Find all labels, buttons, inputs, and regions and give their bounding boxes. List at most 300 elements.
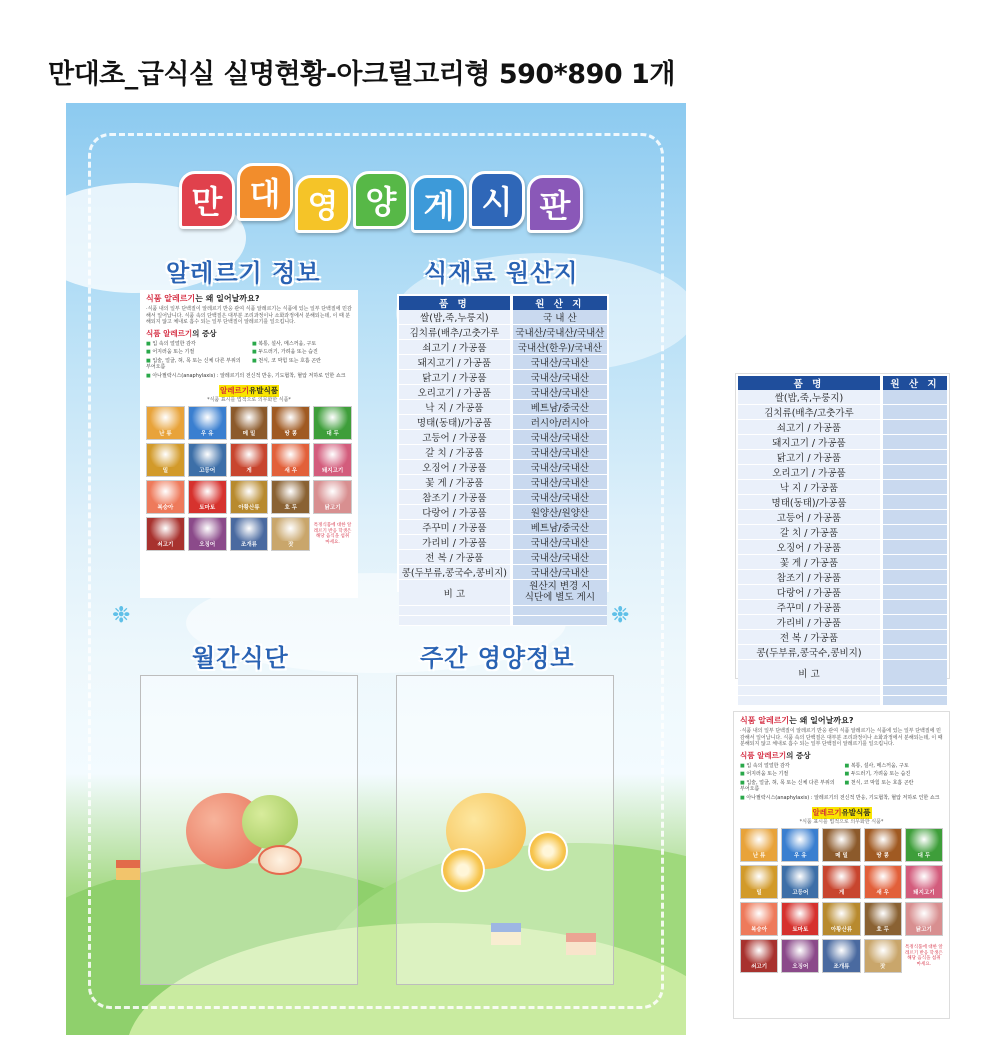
origin-row: [399, 355, 607, 370]
allergy-notice: 특정식품에 대한 알레르기 반응 학생은 해당 음식을 섭취 마세요.: [905, 944, 943, 968]
origin-item-name: 전 복 / 가공품: [738, 630, 881, 645]
origin-item-name: 고등어 / 가공품: [399, 430, 511, 445]
allergen-food: [271, 443, 310, 477]
allergen-food: [740, 902, 778, 936]
food-photo: [865, 940, 901, 963]
origin-item-country: [881, 435, 947, 450]
allergen-food: [313, 480, 352, 514]
origin-row: [738, 480, 947, 495]
origin-item-country: 국내산/국내산: [511, 460, 607, 475]
allergen-food: [864, 939, 902, 973]
food-photo: [741, 903, 777, 926]
origin-item-country: [881, 480, 947, 495]
nutrition-board: [66, 103, 686, 1035]
symptoms-title: 식품 알레르기의 증상: [146, 328, 217, 338]
food-photo: [147, 518, 184, 541]
allergen-food: [740, 865, 778, 899]
snowflake-icon: ❉: [611, 603, 630, 628]
allergen-food: [864, 902, 902, 936]
origin-row: [399, 400, 607, 415]
origin-note-value: [511, 580, 607, 606]
food-label: 난 류: [741, 852, 777, 861]
origin-row: [399, 505, 607, 520]
origin-table-sample: [735, 373, 950, 679]
origin-row: [738, 525, 947, 540]
symptom-item: ■ 입술, 얼굴, 혀, 목 또는 신체 다른 부위의 부어오름: [146, 358, 246, 371]
food-label: 쇠고기: [741, 963, 777, 972]
symptom-item: ■ 입 속의 얼얼한 감각: [146, 341, 246, 348]
allergen-food: [271, 406, 310, 440]
symptom-item: ■ 입 속의 얼얼한 감각: [740, 763, 839, 770]
symptoms-list: [740, 763, 943, 802]
origin-item-country: [881, 600, 947, 615]
food-label: 복숭아: [741, 926, 777, 935]
origin-row: [399, 385, 607, 400]
title-char: 게: [411, 175, 467, 233]
origin-note-row: [399, 580, 607, 606]
food-photo: [865, 866, 901, 889]
origin-item-country: [881, 510, 947, 525]
allergen-food: [822, 828, 860, 862]
food-photo: [231, 444, 268, 467]
food-photo: [147, 407, 184, 430]
origin-item-name: 갈 치 / 가공품: [399, 445, 511, 460]
food-photo: [782, 866, 818, 889]
origin-item-name: 다랑어 / 가공품: [738, 585, 881, 600]
allergen-food: [313, 406, 352, 440]
origin-row: [399, 325, 607, 340]
origin-item-name: 김치류(배추/고춧가루: [738, 405, 881, 420]
origin-item-country: [881, 405, 947, 420]
origin-item-country: 베트남/중국산: [511, 400, 607, 415]
origin-item-name: 참조기 / 가공품: [738, 570, 881, 585]
symptom-item: ■ 복통, 설사, 메스꺼움, 구토: [845, 763, 944, 770]
origin-row: [399, 415, 607, 430]
origin-item-country: 국내산/국내산: [511, 565, 607, 580]
origin-row: [738, 555, 947, 570]
origin-item-country: [881, 615, 947, 630]
origin-item-name: 참조기 / 가공품: [399, 490, 511, 505]
origin-item-country: [881, 390, 947, 405]
symptom-item: ■ 아나필락시스(anaphylaxis) : 알레르기의 전신적 반응, 기도협착, 혈압 저하로 인한 쇼크: [146, 373, 352, 380]
food-label: 토마토: [189, 504, 226, 513]
origin-note-line: 원산지 변경 시: [529, 580, 591, 592]
origin-item-country: [881, 420, 947, 435]
foods-subtitle: *식품 표시를 법적으로 의무화한 식품*: [207, 396, 291, 403]
origin-item-country: 국내산/국내산: [511, 385, 607, 400]
origin-row: [738, 495, 947, 510]
origin-item-country: [881, 540, 947, 555]
origin-item-country: 원양산/원양산: [511, 505, 607, 520]
allergen-food: [781, 939, 819, 973]
origin-row: [399, 535, 607, 550]
food-label: 복숭아: [147, 504, 184, 513]
origin-table-blank: [738, 376, 947, 706]
orange-slice-illustration: [441, 848, 485, 892]
origin-row: [399, 430, 607, 445]
origin-item-name: 명태(동태)/가공품: [738, 495, 881, 510]
origin-item-name: 오리고기 / 가공품: [738, 465, 881, 480]
allergen-food: [146, 480, 185, 514]
food-label: 돼지고기: [314, 467, 351, 476]
symptoms-title: 식품 알레르기의 증상: [740, 750, 811, 760]
food-label: 새 우: [865, 889, 901, 898]
food-photo: [741, 940, 777, 963]
allergen-food: [230, 443, 269, 477]
symptoms-list: [146, 341, 352, 380]
origin-row: [399, 490, 607, 505]
origin-item-country: 국내산/국내산: [511, 490, 607, 505]
apple-illustration: [242, 795, 298, 849]
origin-header-origin: 원 산 지: [881, 376, 947, 390]
allergen-food: [864, 828, 902, 862]
origin-item-name: 쇠고기 / 가공품: [738, 420, 881, 435]
food-label: 새 우: [272, 467, 309, 476]
food-label: 닭고기: [314, 504, 351, 513]
symptom-item: ■ 두드러기, 가려움 또는 습진: [252, 349, 352, 356]
origin-row: [399, 520, 607, 535]
allergen-food: [146, 443, 185, 477]
allergen-food: [864, 865, 902, 899]
origin-item-country: 국내산/국내산: [511, 550, 607, 565]
origin-row: [738, 585, 947, 600]
origin-note-label: 비 고: [738, 660, 881, 686]
origin-row: [738, 420, 947, 435]
allergen-food: [188, 443, 227, 477]
origin-item-country: 국내산/국내산: [511, 370, 607, 385]
origin-item-country: 국내산(한우)/국내산: [511, 340, 607, 355]
origin-item-country: 국내산/국내산: [511, 430, 607, 445]
food-label: 밀: [741, 889, 777, 898]
food-label: 조개류: [231, 541, 268, 550]
origin-item-name: 고등어 / 가공품: [738, 510, 881, 525]
snowflake-icon: ❉: [112, 603, 131, 628]
origin-table: [399, 296, 607, 626]
origin-row: [399, 460, 607, 475]
food-photo: [314, 407, 351, 430]
food-photo: [189, 518, 226, 541]
food-label: 밀: [147, 467, 184, 476]
origin-blank-cell: [399, 606, 511, 616]
origin-header-name: 품 명: [738, 376, 881, 390]
origin-item-country: 러시아/러시아: [511, 415, 607, 430]
allergen-food: [905, 902, 943, 936]
origin-item-name: 김치류(배추/고춧가루: [399, 325, 511, 340]
origin-item-name: 오징어 / 가공품: [399, 460, 511, 475]
origin-item-name: 전 복 / 가공품: [399, 550, 511, 565]
allergy-notice: 특정식품에 대한 알레르기 반응 학생은 해당 음식을 섭취 마세요.: [313, 522, 352, 546]
allergen-food-grid: [740, 828, 943, 973]
origin-blank-cell: [881, 686, 947, 696]
origin-item-country: 국내산/국내산: [511, 445, 607, 460]
food-photo: [741, 829, 777, 852]
origin-item-country: [881, 525, 947, 540]
title-char: 판: [527, 175, 583, 233]
food-label: 대 두: [314, 430, 351, 439]
title-char: 만: [179, 171, 235, 229]
allergen-food: [781, 865, 819, 899]
origin-section-title: 식재료 원산지: [424, 259, 579, 287]
allergy-section-title: 알레르기 정보: [166, 259, 321, 287]
origin-note-label: 비 고: [399, 580, 511, 606]
food-label: 땅 콩: [272, 430, 309, 439]
origin-item-name: 오징어 / 가공품: [738, 540, 881, 555]
food-label: 게: [823, 889, 859, 898]
food-photo: [823, 940, 859, 963]
food-label: 닭고기: [906, 926, 942, 935]
origin-item-country: 국내산/국내산/국내산: [511, 325, 607, 340]
origin-blank-row: [399, 606, 607, 616]
food-photo: [906, 829, 942, 852]
allergen-food: [822, 902, 860, 936]
allergen-food-grid: [146, 406, 352, 551]
origin-item-name: 쇠고기 / 가공품: [399, 340, 511, 355]
symptom-item: ■ 천식, 코 막힘 또는 호흡 곤란: [252, 358, 352, 371]
origin-row: [738, 540, 947, 555]
title-char: 대: [237, 163, 293, 221]
origin-item-name: 낙 지 / 가공품: [399, 400, 511, 415]
allergen-food: [781, 902, 819, 936]
allergen-food: [230, 406, 269, 440]
origin-item-name: 주꾸미 / 가공품: [399, 520, 511, 535]
weekly-section-title: 주간 영양정보: [420, 644, 575, 672]
origin-blank-cell: [738, 696, 881, 706]
symptom-item: ■ 아나필락시스(anaphylaxis) : 알레르기의 전신적 반응, 기도협착, 혈압 저하로 인한 쇼크: [740, 795, 943, 802]
food-label: 호 두: [865, 926, 901, 935]
origin-item-name: 돼지고기 / 가공품: [399, 355, 511, 370]
origin-note-line: 식단에 별도 게시: [524, 591, 595, 603]
allergy-question: 식품 알레르기는 왜 일어날까요?: [146, 294, 260, 303]
origin-blank-cell: [881, 696, 947, 706]
origin-row: [399, 565, 607, 580]
origin-item-country: [881, 585, 947, 600]
orange-slice-illustration: [528, 831, 568, 871]
origin-item-name: 다랑어 / 가공품: [399, 505, 511, 520]
allergen-food: [781, 828, 819, 862]
allergy-intro: ·식품 내의 일부 단백질이 알레르기 반응 관여 식품 알레르기는 식품에 있는 일부 단백질에 민감해서 일어납니다. 식품 속의 단백질은 대부분 조리과정이나 소화과정에서 분해되는데, 이 때 분해되지 않고 체내로 흡수 되는 일부 단백질이 알레르기를 일으킵니다.: [740, 728, 943, 748]
origin-item-name: 돼지고기 / 가공품: [738, 435, 881, 450]
origin-note-row: [738, 660, 947, 686]
foods-subtitle: *식품 표시를 법적으로 의무화한 식품*: [799, 818, 884, 825]
food-photo: [314, 444, 351, 467]
allergen-food: [271, 517, 310, 551]
food-photo: [231, 407, 268, 430]
food-photo: [272, 407, 309, 430]
allergen-food: [740, 939, 778, 973]
origin-blank-cell: [399, 616, 511, 626]
origin-note-value: [881, 660, 947, 686]
food-label: 메 밀: [823, 852, 859, 861]
food-label: 오징어: [189, 541, 226, 550]
origin-row: [738, 630, 947, 645]
origin-item-name: 콩(두부류,콩국수,콩비지): [738, 645, 881, 660]
allergen-food: [230, 480, 269, 514]
origin-row: [399, 310, 607, 325]
food-label: 잣: [865, 963, 901, 972]
allergen-food: [822, 865, 860, 899]
food-photo: [147, 481, 184, 504]
origin-item-country: [881, 570, 947, 585]
origin-panel: [397, 294, 609, 603]
origin-row: [738, 465, 947, 480]
symptom-item: ■ 입술, 얼굴, 혀, 목 또는 신체 다른 부위의 부어오름: [740, 780, 839, 793]
origin-row: [399, 445, 607, 460]
allergen-food: [146, 406, 185, 440]
origin-item-country: [881, 465, 947, 480]
origin-row: [738, 645, 947, 660]
title-char: 영: [295, 175, 351, 233]
food-photo: [906, 903, 942, 926]
origin-item-name: 꽃 게 / 가공품: [399, 475, 511, 490]
food-photo: [231, 518, 268, 541]
food-photo: [782, 940, 818, 963]
food-label: 조개류: [823, 963, 859, 972]
food-label: 대 두: [906, 852, 942, 861]
food-photo: [272, 518, 309, 541]
origin-item-name: 명태(동태)/가공품: [399, 415, 511, 430]
board-title: [179, 171, 583, 233]
food-label: 쇠고기: [147, 541, 184, 550]
food-label: 오징어: [782, 963, 818, 972]
symptom-item: ■ 어지러움 또는 기절: [740, 771, 839, 778]
origin-item-name: 쌀(밥,죽,누룽지): [738, 390, 881, 405]
symptom-item: ■ 어지러움 또는 기절: [146, 349, 246, 356]
allergen-food: [230, 517, 269, 551]
food-label: 우 유: [782, 852, 818, 861]
allergy-panel-sample: [733, 711, 950, 1019]
food-label: 땅 콩: [865, 852, 901, 861]
origin-blank-cell: [511, 616, 607, 626]
origin-header-origin: 원 산 지: [511, 296, 607, 310]
origin-row: [399, 550, 607, 565]
food-photo: [189, 407, 226, 430]
food-label: 메 밀: [231, 430, 268, 439]
origin-row: [399, 475, 607, 490]
food-photo: [906, 866, 942, 889]
origin-item-name: 쌀(밥,죽,누룽지): [399, 310, 511, 325]
origin-item-country: [881, 630, 947, 645]
origin-item-name: 주꾸미 / 가공품: [738, 600, 881, 615]
food-label: 난 류: [147, 430, 184, 439]
food-photo: [782, 903, 818, 926]
food-label: 고등어: [189, 467, 226, 476]
title-char: 양: [353, 171, 409, 229]
origin-item-country: 국 내 산: [511, 310, 607, 325]
monthly-section-title: 월간식단: [192, 644, 289, 672]
symptom-item: ■ 두드러기, 가려움 또는 습진: [845, 771, 944, 778]
origin-row: [738, 405, 947, 420]
allergen-food: [313, 443, 352, 477]
origin-item-name: 꽃 게 / 가공품: [738, 555, 881, 570]
origin-row: [738, 450, 947, 465]
food-photo: [823, 829, 859, 852]
allergy-question: 식품 알레르기는 왜 일어날까요?: [740, 716, 854, 725]
allergy-panel: [140, 290, 358, 598]
food-photo: [231, 481, 268, 504]
symptom-item: ■ 복통, 설사, 메스꺼움, 구토: [252, 341, 352, 348]
symptom-item: ■ 천식, 코 막힘 또는 호흡 곤란: [845, 780, 944, 793]
food-label: 토마토: [782, 926, 818, 935]
allergen-food: [740, 828, 778, 862]
food-label: 돼지고기: [906, 889, 942, 898]
food-label: 호 두: [272, 504, 309, 513]
food-photo: [147, 444, 184, 467]
allergen-food: [822, 939, 860, 973]
food-photo: [823, 866, 859, 889]
origin-item-name: 닭고기 / 가공품: [738, 450, 881, 465]
origin-item-country: 국내산/국내산: [511, 475, 607, 490]
food-photo: [189, 481, 226, 504]
food-photo: [823, 903, 859, 926]
allergen-food: [271, 480, 310, 514]
allergen-food: [905, 865, 943, 899]
food-photo: [272, 481, 309, 504]
food-label: 아황산류: [823, 926, 859, 935]
allergen-food: [146, 517, 185, 551]
origin-item-country: 국내산/국내산: [511, 355, 607, 370]
food-photo: [865, 829, 901, 852]
foods-title: 알레르기유발식품: [220, 386, 278, 396]
food-photo: [782, 829, 818, 852]
food-photo: [314, 481, 351, 504]
allergen-food: [905, 828, 943, 862]
origin-blank-cell: [511, 606, 607, 616]
foods-title: 알레르기유발식품: [812, 808, 871, 818]
origin-item-country: 국내산/국내산: [511, 535, 607, 550]
food-label: 고등어: [782, 889, 818, 898]
food-photo: [865, 903, 901, 926]
food-photo: [189, 444, 226, 467]
origin-item-name: 콩(두부류,콩국수,콩비지): [399, 565, 511, 580]
origin-blank-cell: [738, 686, 881, 696]
food-photo: [741, 866, 777, 889]
allergen-food: [188, 480, 227, 514]
origin-blank-row: [399, 616, 607, 626]
origin-item-country: [881, 645, 947, 660]
origin-item-country: 베트남/중국산: [511, 520, 607, 535]
origin-item-name: 갈 치 / 가공품: [738, 525, 881, 540]
origin-row: [738, 615, 947, 630]
origin-row: [399, 340, 607, 355]
origin-item-name: 낙 지 / 가공품: [738, 480, 881, 495]
origin-row: [738, 435, 947, 450]
origin-row: [738, 390, 947, 405]
origin-header-name: 품 명: [399, 296, 511, 310]
origin-item-country: [881, 495, 947, 510]
origin-row: [738, 510, 947, 525]
origin-item-country: [881, 450, 947, 465]
origin-row: [399, 370, 607, 385]
origin-blank-row: [738, 696, 947, 706]
title-char: 시: [469, 171, 525, 229]
origin-item-country: [881, 555, 947, 570]
origin-item-name: 오리고기 / 가공품: [399, 385, 511, 400]
apple-slice-illustration: [258, 845, 302, 875]
origin-row: [738, 600, 947, 615]
food-photo: [272, 444, 309, 467]
origin-item-name: 가리비 / 가공품: [399, 535, 511, 550]
allergen-food: [188, 406, 227, 440]
food-label: 아황산류: [231, 504, 268, 513]
page-title: 만대초_급식실 실명현황-아크릴고리형 590*890 1개: [48, 59, 675, 90]
allergy-intro: ·식품 내의 일부 단백질이 알레르기 반응 관여 식품 알레르기는 식품에 있는 일부 단백질에 민감해서 일어납니다. 식품 속의 단백질은 대부분 조리과정이나 소화과정에서 분해되는데, 이 때 분해되지 않고 체내로 흡수 되는 일부 단백질이 알레르기를 일으킵니다.: [146, 306, 352, 326]
allergen-food: [188, 517, 227, 551]
origin-row: [738, 570, 947, 585]
food-label: 게: [231, 467, 268, 476]
origin-blank-row: [738, 686, 947, 696]
food-label: 우 유: [189, 430, 226, 439]
origin-item-name: 닭고기 / 가공품: [399, 370, 511, 385]
